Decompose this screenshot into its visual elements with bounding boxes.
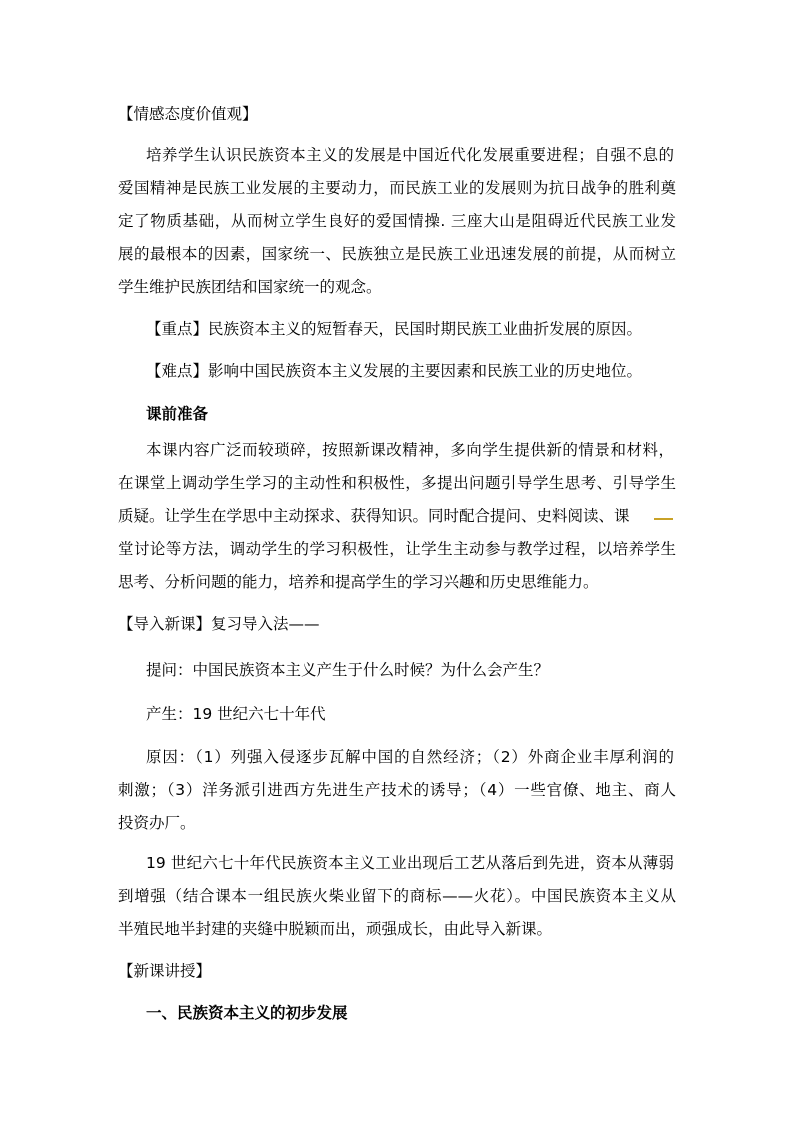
reason-line-3: 投资办厂。 [118,814,196,832]
reason-line-1: 原因：（1）列强入侵逐步瓦解中国的自然经济；（2）外商企业丰厚利润的 [146,748,674,766]
intro-question: 提问：中国民族资本主义产生于什么时候？为什么会产生？ [146,661,550,679]
origin-line: 产生：19 世纪六七十年代 [146,705,326,723]
section-one-heading: 一、民族资本主义的初步发展 [146,1004,348,1022]
transition-line-2: 到增强（结合课本一组民族火柴业留下的商标——火花）。中国民族资本主义从 [118,887,676,905]
affective-line-3: 定了物质基础，从而树立学生良好的爱国情操. 三座大山是阻碍近代民族工业发 [118,212,676,230]
prep-line-5: 思考、分析问题的能力，培养和提高学生的学习兴趣和历史思维能力。 [118,573,599,591]
affective-line-2: 爱国精神是民族工业发展的主要动力，而民族工业的发展则为抗日战争的胜利奠 [118,179,676,197]
affective-line-4: 展的最根本的因素，国家统一、民族独立是民族工业迅速发展的前提，从而树立 [118,245,676,263]
reason-line-2: 刺激；（3）洋务派引进西方先进生产技术的诱导；（4）一些官僚、地主、商人 [118,781,676,799]
difficult-point: 【难点】影响中国民族资本主义发展的主要因素和民族工业的历史地位。 [146,362,643,380]
prep-line-1: 本课内容广泛而较琐碎，按照新课改精神，多向学生提供新的情景和材料， [146,441,674,459]
revision-underline-mark [654,518,673,520]
affective-line-1: 培养学生认识民族资本主义的发展是中国近代化发展重要进程；自强不息的 [146,146,674,164]
transition-line-1: 19 世纪六七十年代民族资本主义工业出现后工艺从落后到先进，资本从薄弱 [146,854,674,872]
key-point: 【重点】民族资本主义的短暂春天，民国时期民族工业曲折发展的原因。 [146,320,643,338]
transition-line-3: 半殖民地半封建的夹缝中脱颖而出，顽强成长，由此导入新课。 [118,920,553,938]
prep-line-3: 质疑。让学生在学思中主动探求、获得知识。同时配合提问、史料阅读、课 [118,507,630,525]
lecture-heading: 【新课讲授】 [118,962,212,980]
prep-heading: 课前准备 [146,405,209,423]
intro-heading: 【导入新课】复习导入法—— [118,615,320,633]
affective-heading: 【情感态度价值观】 [118,105,258,123]
prep-line-2: 在课堂上调动学生学习的主动性和积极性，多提出问题引导学生思考、引导学生 [118,474,676,492]
affective-line-5: 学生维护民族团结和国家统一的观念。 [118,278,382,296]
prep-line-4: 堂讨论等方法，调动学生的学习积极性，让学生主动参与教学过程，以培养学生 [118,540,676,558]
